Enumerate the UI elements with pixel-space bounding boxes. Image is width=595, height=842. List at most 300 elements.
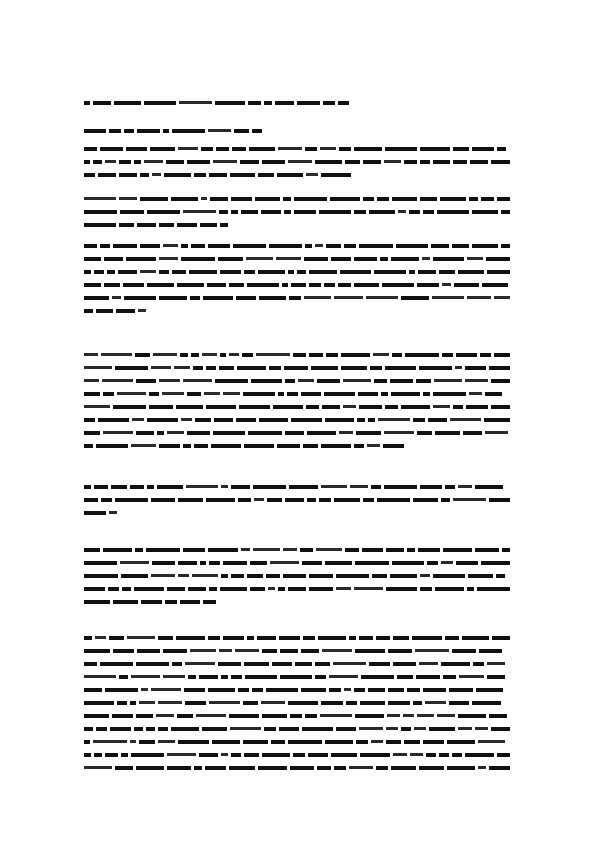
redacted-word xyxy=(130,485,144,489)
redacted-word xyxy=(305,244,312,248)
redacted-word xyxy=(467,257,483,260)
redacted-word xyxy=(187,392,201,396)
redacted-word xyxy=(369,210,395,214)
redacted-word xyxy=(152,561,175,565)
redacted-word xyxy=(466,405,488,409)
redacted-word xyxy=(278,147,302,150)
redacted-word xyxy=(258,270,285,274)
redacted-word xyxy=(344,688,351,691)
redacted-word xyxy=(326,244,341,248)
body-line xyxy=(84,378,510,383)
body-line xyxy=(84,365,510,370)
redacted-word xyxy=(231,485,250,489)
redacted-word xyxy=(392,197,417,201)
redacted-word xyxy=(432,296,464,299)
redacted-word xyxy=(204,392,220,395)
redacted-word xyxy=(184,688,205,692)
redacted-word xyxy=(137,223,156,227)
subheading-line xyxy=(84,128,262,133)
redacted-word xyxy=(209,561,220,565)
body-line xyxy=(84,430,510,435)
redacted-word xyxy=(357,418,365,422)
redacted-word xyxy=(195,418,211,422)
redacted-word xyxy=(208,129,231,132)
redacted-word xyxy=(279,727,299,731)
redacted-word xyxy=(433,160,450,164)
body-line xyxy=(84,308,146,313)
redacted-word xyxy=(306,405,319,409)
redacted-word xyxy=(497,753,510,757)
redacted-word xyxy=(440,197,466,201)
redacted-word xyxy=(146,727,155,731)
redacted-word xyxy=(336,574,369,578)
redacted-word xyxy=(131,675,160,678)
redacted-word xyxy=(109,129,121,133)
redacted-word xyxy=(159,379,180,382)
redacted-word xyxy=(355,649,385,653)
redacted-word xyxy=(289,296,301,300)
redacted-word xyxy=(183,444,191,448)
redacted-word xyxy=(146,548,180,552)
redacted-word xyxy=(288,160,312,163)
redacted-word xyxy=(101,353,132,356)
redacted-word xyxy=(140,244,160,248)
redacted-word xyxy=(232,147,246,151)
redacted-word xyxy=(188,587,206,591)
redacted-word xyxy=(190,649,216,652)
redacted-word xyxy=(193,366,203,370)
redacted-word xyxy=(105,688,138,692)
body-line xyxy=(84,674,510,679)
body-line xyxy=(84,222,228,227)
redacted-word xyxy=(141,688,148,691)
redacted-word xyxy=(167,431,184,434)
redacted-word xyxy=(345,160,360,164)
redacted-word xyxy=(84,270,91,274)
redacted-word xyxy=(185,701,206,705)
redacted-word xyxy=(465,379,488,382)
redacted-word xyxy=(407,548,415,552)
redacted-word xyxy=(415,649,449,652)
redacted-word xyxy=(162,392,184,395)
redacted-word xyxy=(166,160,184,164)
redacted-word xyxy=(229,353,239,356)
redacted-word xyxy=(130,701,136,705)
redacted-word xyxy=(235,649,259,652)
redacted-word xyxy=(392,353,402,357)
redacted-word xyxy=(377,498,410,502)
redacted-word xyxy=(140,197,168,201)
redacted-word xyxy=(230,727,261,730)
body-line xyxy=(84,586,510,591)
redacted-word xyxy=(401,296,429,300)
redacted-word xyxy=(153,353,177,356)
redacted-word xyxy=(84,147,97,151)
redacted-word xyxy=(112,714,133,718)
body-line xyxy=(84,391,510,396)
redacted-word xyxy=(221,753,228,756)
redacted-word xyxy=(283,197,291,201)
redacted-word xyxy=(209,587,217,591)
redacted-word xyxy=(84,727,93,731)
redacted-word xyxy=(338,101,349,105)
redacted-word xyxy=(167,753,196,756)
redacted-word xyxy=(473,662,484,666)
redacted-word xyxy=(202,353,217,356)
redacted-word xyxy=(317,379,340,383)
redacted-word xyxy=(119,675,128,679)
redacted-word xyxy=(459,675,484,678)
redacted-word xyxy=(147,418,178,422)
redacted-word xyxy=(141,600,162,604)
heading-line xyxy=(84,100,355,105)
redacted-word xyxy=(423,688,446,692)
redacted-word xyxy=(178,740,209,744)
redacted-word xyxy=(103,431,133,434)
redacted-word xyxy=(486,257,510,261)
redacted-word xyxy=(139,740,155,744)
redacted-word xyxy=(480,353,491,357)
redacted-word xyxy=(441,498,450,502)
redacted-word xyxy=(426,753,436,757)
redacted-word xyxy=(487,662,505,665)
redacted-word xyxy=(124,129,134,133)
redacted-word xyxy=(93,160,102,164)
redacted-word xyxy=(115,498,148,502)
body-line xyxy=(84,295,510,300)
redacted-word xyxy=(100,244,110,248)
redacted-word xyxy=(437,714,455,717)
redacted-word xyxy=(136,766,164,770)
redacted-word xyxy=(137,649,160,653)
redacted-word xyxy=(255,197,280,201)
redacted-word xyxy=(252,688,263,692)
redacted-word xyxy=(221,675,228,679)
redacted-word xyxy=(150,147,175,151)
redacted-word xyxy=(208,688,235,692)
body-line xyxy=(84,209,510,214)
redacted-word xyxy=(102,379,133,382)
redacted-word xyxy=(94,485,108,489)
redacted-word xyxy=(384,431,414,434)
redacted-word xyxy=(136,431,154,435)
redacted-word xyxy=(188,675,196,679)
redacted-word xyxy=(84,675,116,678)
redacted-word xyxy=(130,740,136,743)
redacted-word xyxy=(119,223,134,227)
body-line xyxy=(84,159,510,164)
redacted-word xyxy=(472,210,498,214)
redacted-word xyxy=(363,197,374,201)
redacted-word xyxy=(329,688,341,692)
redacted-word xyxy=(231,753,241,757)
redacted-word xyxy=(378,418,410,421)
redacted-word xyxy=(414,727,426,730)
redacted-word xyxy=(452,753,462,757)
redacted-word xyxy=(231,197,252,201)
redacted-word xyxy=(231,675,242,679)
redacted-word xyxy=(330,197,360,201)
body-line xyxy=(84,700,510,705)
redacted-word xyxy=(236,296,256,300)
redacted-word xyxy=(359,405,382,409)
redacted-word xyxy=(200,223,217,227)
redacted-word xyxy=(391,766,416,770)
redacted-word xyxy=(334,766,346,770)
redacted-word xyxy=(280,649,298,653)
redacted-word xyxy=(315,244,323,247)
redacted-word xyxy=(429,727,455,731)
redacted-word xyxy=(220,587,247,591)
redacted-word xyxy=(410,753,423,756)
redacted-word xyxy=(319,498,331,502)
redacted-word xyxy=(491,379,510,383)
redacted-word xyxy=(103,392,114,396)
redacted-word xyxy=(109,636,124,640)
redacted-word xyxy=(401,727,411,731)
redacted-word xyxy=(455,366,462,369)
redacted-word xyxy=(105,160,116,163)
redacted-word xyxy=(264,101,272,105)
redacted-word xyxy=(305,147,317,151)
redacted-word xyxy=(151,574,175,577)
redacted-word xyxy=(393,753,407,756)
redacted-word xyxy=(449,701,469,705)
redacted-word xyxy=(84,498,98,502)
redacted-word xyxy=(349,636,356,640)
redacted-word xyxy=(171,727,199,731)
redacted-word xyxy=(423,740,444,744)
redacted-word xyxy=(384,160,401,163)
redacted-word xyxy=(405,353,439,357)
redacted-word xyxy=(304,257,328,261)
redacted-word xyxy=(304,296,331,299)
redacted-word xyxy=(441,561,453,564)
redacted-word xyxy=(309,353,323,357)
redacted-word xyxy=(94,270,104,274)
redacted-word xyxy=(203,600,216,604)
redacted-word xyxy=(497,147,506,151)
redacted-word xyxy=(276,257,301,260)
redacted-word xyxy=(84,173,95,177)
redacted-word xyxy=(151,688,181,691)
redacted-word xyxy=(340,270,371,274)
redacted-word xyxy=(189,270,217,274)
redacted-word xyxy=(231,574,244,578)
redacted-word xyxy=(482,283,508,287)
redacted-word xyxy=(151,498,175,502)
redacted-word xyxy=(181,418,192,421)
redacted-word xyxy=(257,636,276,640)
redacted-word xyxy=(325,740,353,744)
redacted-word xyxy=(209,701,240,704)
redacted-word xyxy=(112,296,121,299)
redacted-word xyxy=(409,210,420,214)
redacted-word xyxy=(110,727,131,731)
redacted-word xyxy=(360,701,385,705)
redacted-word xyxy=(178,498,203,502)
redacted-word xyxy=(272,662,292,666)
redacted-word xyxy=(178,147,198,150)
redacted-word xyxy=(341,366,367,370)
redacted-word xyxy=(94,753,102,757)
redacted-word xyxy=(174,366,190,369)
redacted-word xyxy=(127,636,155,639)
redacted-word xyxy=(453,405,463,409)
redacted-word xyxy=(320,714,352,717)
redacted-word xyxy=(369,662,390,666)
redacted-word xyxy=(321,444,351,448)
redacted-word xyxy=(393,662,416,666)
redacted-word xyxy=(171,197,198,201)
redacted-word xyxy=(368,418,375,422)
redacted-word xyxy=(434,379,462,382)
redacted-word xyxy=(159,296,187,300)
redacted-word xyxy=(84,418,95,422)
redacted-word xyxy=(95,636,106,639)
redacted-word xyxy=(481,561,510,565)
body-line xyxy=(84,417,510,422)
redacted-word xyxy=(409,270,415,274)
redacted-word xyxy=(199,675,218,679)
redacted-word xyxy=(412,636,442,640)
redacted-word xyxy=(139,701,155,704)
redacted-word xyxy=(453,160,467,164)
redacted-word xyxy=(220,270,241,274)
body-line xyxy=(84,497,510,502)
redacted-word xyxy=(373,353,389,356)
redacted-word xyxy=(124,296,156,300)
redacted-word xyxy=(192,574,218,577)
redacted-word xyxy=(249,147,275,151)
redacted-word xyxy=(186,485,218,488)
redacted-word xyxy=(84,353,98,356)
redacted-word xyxy=(208,244,230,248)
redacted-word xyxy=(502,548,510,552)
redacted-word xyxy=(419,766,444,770)
redacted-word xyxy=(104,283,120,287)
redacted-word xyxy=(492,636,510,640)
redacted-word xyxy=(321,485,347,488)
redacted-word xyxy=(191,353,199,357)
redacted-word xyxy=(269,244,302,248)
redacted-word xyxy=(433,257,464,261)
redacted-word xyxy=(479,649,502,653)
redacted-word xyxy=(109,511,117,514)
redacted-word xyxy=(285,498,304,502)
redacted-word xyxy=(261,210,281,214)
redacted-word xyxy=(290,766,314,770)
redacted-word xyxy=(341,353,370,357)
body-line xyxy=(84,484,510,489)
redacted-word xyxy=(293,753,305,757)
redacted-word xyxy=(343,379,371,382)
redacted-word xyxy=(122,587,131,591)
redacted-word xyxy=(475,548,499,552)
redacted-word xyxy=(84,309,93,313)
redacted-word xyxy=(475,727,488,730)
redacted-word xyxy=(120,210,144,214)
redacted-word xyxy=(84,444,93,448)
redacted-word xyxy=(115,366,148,370)
redacted-word xyxy=(407,688,420,692)
redacted-word xyxy=(96,309,113,313)
redacted-word xyxy=(307,498,316,502)
redacted-word xyxy=(417,714,434,717)
redacted-word xyxy=(417,431,432,435)
redacted-word xyxy=(418,270,436,274)
redacted-word xyxy=(121,753,128,757)
redacted-word xyxy=(114,101,141,105)
redacted-word xyxy=(315,675,326,679)
body-line xyxy=(84,713,510,718)
redacted-word xyxy=(180,600,200,604)
redacted-word xyxy=(344,244,356,248)
redacted-word xyxy=(278,587,285,591)
redacted-word xyxy=(386,727,398,730)
redacted-word xyxy=(295,662,312,666)
redacted-word xyxy=(208,636,220,640)
redacted-word xyxy=(262,649,277,653)
redacted-word xyxy=(116,309,135,313)
redacted-word xyxy=(203,296,233,300)
redacted-word xyxy=(481,197,494,201)
redacted-word xyxy=(325,418,354,422)
redacted-word xyxy=(497,197,510,201)
redacted-word xyxy=(215,379,248,383)
redacted-word xyxy=(388,701,410,705)
redacted-word xyxy=(206,405,236,409)
redacted-word xyxy=(443,675,456,679)
redacted-word xyxy=(261,701,285,704)
redacted-word xyxy=(119,173,137,177)
redacted-word xyxy=(250,587,265,591)
redacted-word xyxy=(84,688,102,692)
redacted-word xyxy=(433,392,466,396)
redacted-word xyxy=(229,283,244,287)
redacted-word xyxy=(167,587,185,591)
body-line xyxy=(84,146,510,151)
redacted-word xyxy=(322,649,352,652)
redacted-word xyxy=(476,688,503,692)
redacted-word xyxy=(134,587,164,591)
redacted-word xyxy=(386,587,417,591)
redacted-word xyxy=(275,101,294,105)
redacted-word xyxy=(113,244,137,248)
redacted-word xyxy=(180,353,188,357)
redacted-word xyxy=(288,740,322,744)
redacted-word xyxy=(385,366,416,370)
redacted-word xyxy=(376,766,388,770)
redacted-word xyxy=(113,405,146,409)
redacted-word xyxy=(318,636,346,640)
redacted-word xyxy=(84,223,116,227)
body-line xyxy=(84,648,510,653)
redacted-word xyxy=(259,296,286,300)
redacted-word xyxy=(202,727,227,731)
redacted-word xyxy=(323,101,335,105)
redacted-word xyxy=(213,160,237,163)
redacted-word xyxy=(190,296,200,300)
redacted-word xyxy=(262,753,290,757)
redacted-word xyxy=(159,270,169,274)
redacted-word xyxy=(478,740,505,743)
redacted-word xyxy=(136,662,169,666)
redacted-word xyxy=(309,574,333,578)
redacted-word xyxy=(302,561,322,565)
redacted-word xyxy=(181,257,215,261)
redacted-word xyxy=(84,766,112,769)
